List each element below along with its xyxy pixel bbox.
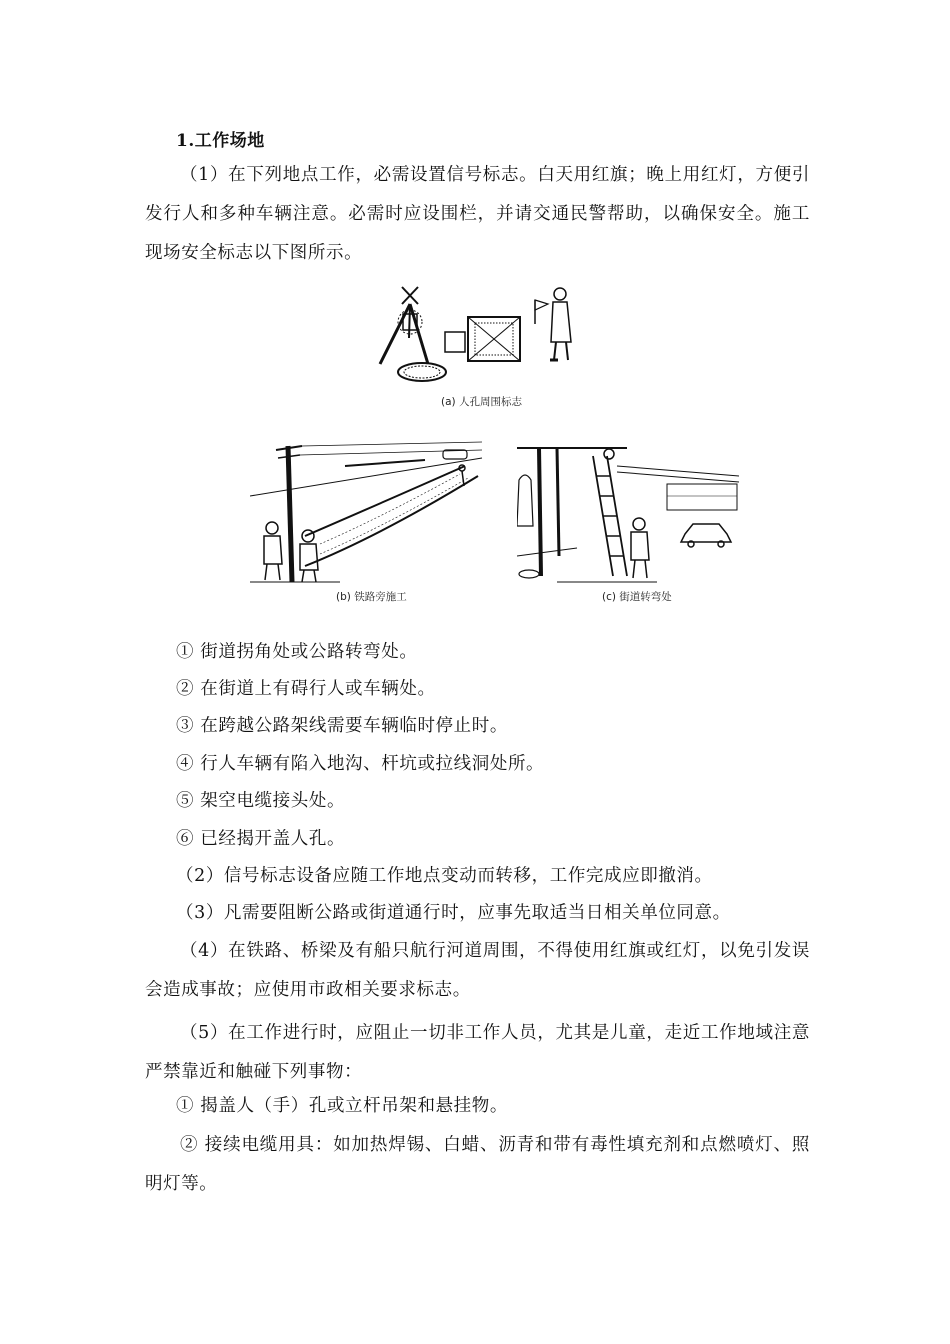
list-item: ② 接续电缆用具：如加热焊锡、白蜡、沥青和带有毒性填充剂和点燃喷灯、照明灯等。 (145, 1135, 810, 1194)
list-item: ② 在街道上有碍行人或车辆处。 (176, 679, 436, 699)
list-item: ⑤ 架空电缆接头处。 (176, 791, 346, 811)
list-item: ① 街道拐角处或公路转弯处。 (176, 642, 418, 662)
figure-c-street-corner (517, 436, 742, 584)
figure-b-caption: (b) 铁路旁施工 (336, 591, 407, 603)
paragraph-4: （4）在铁路、桥梁及有船只航行河道周围，不得使用红旗或红灯，以免引发误会造成事故；应使用市政相关要求标志。 (145, 941, 810, 1000)
figure-a-caption: (a) 人孔周围标志 (441, 396, 522, 408)
list-item: ① 揭盖人（手）孔或立杆吊架和悬挂物。 (176, 1096, 508, 1116)
paragraph-1: （1）在下列地点工作，必需设置信号标志。白天用红旗；晚上用红灯，方便引发行人和多种车辆注意。必需时应设围栏，并请交通民警帮助，以确保安全。施工现场安全标志以下图所示。 (145, 165, 810, 263)
figure-c-caption: (c) 街道转弯处 (602, 591, 672, 603)
paragraph-5: （5）在工作进行时，应阻止一切非工作人员，尤其是儿童，走近工作地域注意严禁靠近和触碰下列事物： (145, 1023, 810, 1082)
list-item: ⑥ 已经揭开盖人孔。 (176, 829, 346, 849)
section-heading: 1.工作场地 (176, 131, 265, 151)
figure-b-railway-construction (250, 436, 485, 584)
paragraph-3: （3）凡需要阻断公路或街道通行时，应事先取适当日相关单位同意。 (176, 903, 731, 923)
paragraph-2: （2）信号标志设备应随工作地点变动而转移，工作完成应即撤消。 (176, 866, 713, 886)
list-item: ④ 行人车辆有陷入地沟、杆坑或拉线洞处所。 (176, 754, 545, 774)
list-item: ③ 在跨越公路架线需要车辆临时停止时。 (176, 716, 508, 736)
figure-a-manhole-signs (372, 282, 577, 387)
